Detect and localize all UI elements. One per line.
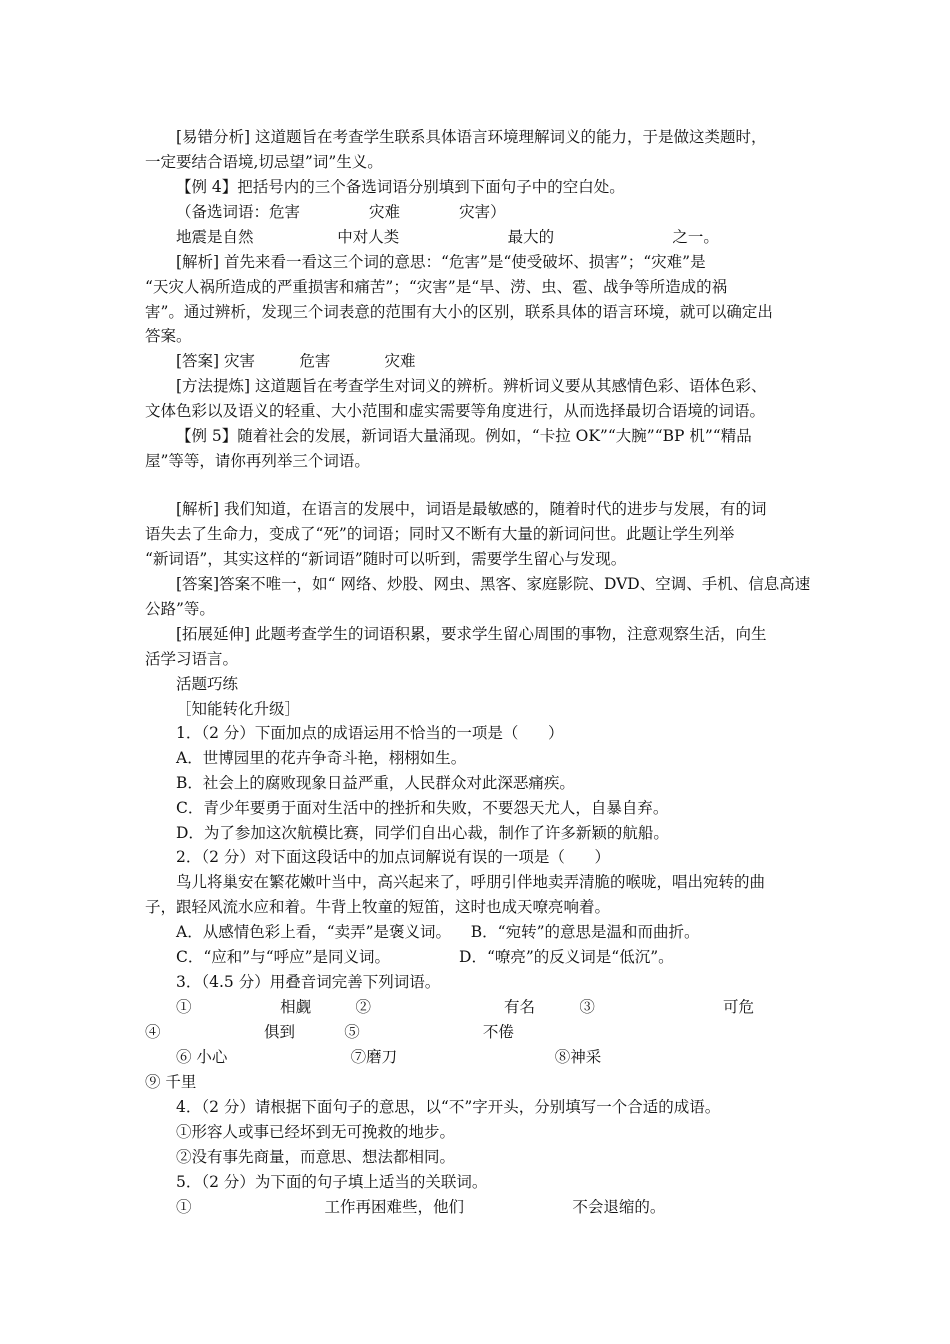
text-line: B．社会上的腐败现象日益严重，人民群众对此深恶痛疾。 — [176, 774, 575, 792]
text-line: C．“应和”与“呼应”是同义词。 D．“嘹亮”的反义词是“低沉”。 — [176, 948, 674, 966]
text-line: 文体色彩以及语义的轻重、大小范围和虚实需要等角度进行，从而选择最切合语境的词语。 — [145, 402, 766, 420]
text-line: 鸟儿将巢安在繁花嫩叶当中，高兴起来了，呼朋引伴地卖弄清脆的喉咙，唱出宛转的曲 — [176, 873, 766, 891]
text-line: D．为了参加这次航模比赛，同学们自出心裁，制作了许多新颖的航船。 — [176, 824, 669, 842]
text-line: “天灾人祸所造成的严重损害和痛苦”；“灾害”是“旱、涝、虫、雹、战争等所造成的祸 — [145, 278, 728, 296]
text-line: 语失去了生命力，变成了“死”的词语；同时又不断有大量的新词问世。此题让学生列举 — [145, 525, 735, 543]
text-line: A．从感情色彩上看，“卖弄”是褒义词。 B．“宛转”的意思是温和而曲折。 — [176, 923, 700, 941]
text-line: ①形容人或事已经坏到无可挽救的地步。 — [176, 1123, 456, 1141]
text-line: ① 相觑 ② 有名 ③ 可危 — [176, 998, 755, 1016]
text-line: ⑨ 千里 — [145, 1073, 197, 1091]
text-line: ［知能转化升级］ — [176, 700, 301, 718]
text-line: [方法提炼] 这道题旨在考查学生对词义的辨析。辨析词义要从其感情色彩、语体色彩、 — [176, 377, 767, 395]
text-line: 2．（2 分）对下面这段话中的加点词解说有误的一项是（ ） — [176, 848, 610, 866]
text-line: 4．（2 分）请根据下面句子的意思，以“不”字开头，分别填写一个合适的成语。 — [176, 1098, 721, 1116]
text-line: [解析] 我们知道，在语言的发展中，词语是最敏感的，随着时代的进步与发展，有的词 — [176, 500, 767, 518]
text-line: 一定要结合语境,切忌望”词”生义。 — [145, 153, 383, 171]
text-line: 害”。通过辨析，发现三个词表意的范围有大小的区别，联系具体的语言环境，就可以确定出 — [145, 303, 773, 321]
text-line: [答案]答案不唯一，如“ 网络、炒股、网虫、黑客、家庭影院、DVD、空调、手机、信息高速 — [176, 575, 811, 593]
text-line: ⑥ 小心 ⑦磨刀 ⑧神采 — [176, 1048, 602, 1066]
text-line: 地震是自然 中对人类 最大的 之一。 — [176, 228, 719, 246]
text-line: （备选词语：危害 灾难 灾害） — [176, 203, 506, 221]
text-line: ②没有事先商量，而意思、想法都相同。 — [176, 1148, 456, 1166]
text-line: 屋”等等，请你再列举三个词语。 — [145, 452, 370, 470]
text-line: [答案] 灾害 危害 灾难 — [176, 352, 416, 370]
text-line: ① 工作再困难些，他们 不会退缩的。 — [176, 1198, 666, 1216]
text-line: 活题巧练 — [176, 675, 239, 693]
text-line: 3．（4.5 分）用叠音词完善下列词语。 — [176, 973, 441, 991]
text-line: 1．（2 分）下面加点的成语运用不恰当的一项是（ ） — [176, 724, 564, 742]
text-line: 【例 4】把括号内的三个备选词语分别填到下面句子中的空白处。 — [176, 178, 625, 196]
text-line: ④ 俱到 ⑤ 不倦 — [145, 1023, 514, 1041]
text-line: 子，跟轻风流水应和着。牛背上牧童的短笛，这时也成天嘹亮响着。 — [145, 898, 611, 916]
text-line: A．世博园里的花卉争奇斗艳，栩栩如生。 — [176, 749, 467, 767]
text-line: 【例 5】随着社会的发展，新词语大量涌现。例如，“卡拉 OK”“大腕”“BP 机”“精品 — [176, 427, 752, 445]
text-line: 公路”等。 — [145, 600, 215, 618]
text-line: [拓展延伸] 此题考查学生的词语积累，要求学生留心周围的事物，注意观察生活，向生 — [176, 625, 767, 643]
text-line: 活学习语言。 — [145, 650, 239, 668]
text-line: “新词语”，其实这样的“新词语”随时可以听到，需要学生留心与发现。 — [145, 550, 627, 568]
text-line: 5．（2 分）为下面的句子填上适当的关联词。 — [176, 1173, 488, 1191]
text-line: C．青少年要勇于面对生活中的挫折和失败，不要怨天尤人，自暴自弃。 — [176, 799, 669, 817]
text-line: [解析] 首先来看一看这三个词的意思：“危害”是“使受破坏、损害”；“灾难”是 — [176, 253, 706, 271]
text-line: 答案。 — [145, 327, 192, 345]
text-line: [易错分析] 这道题旨在考查学生联系具体语言环境理解词义的能力，于是做这类题时， — [176, 128, 767, 146]
